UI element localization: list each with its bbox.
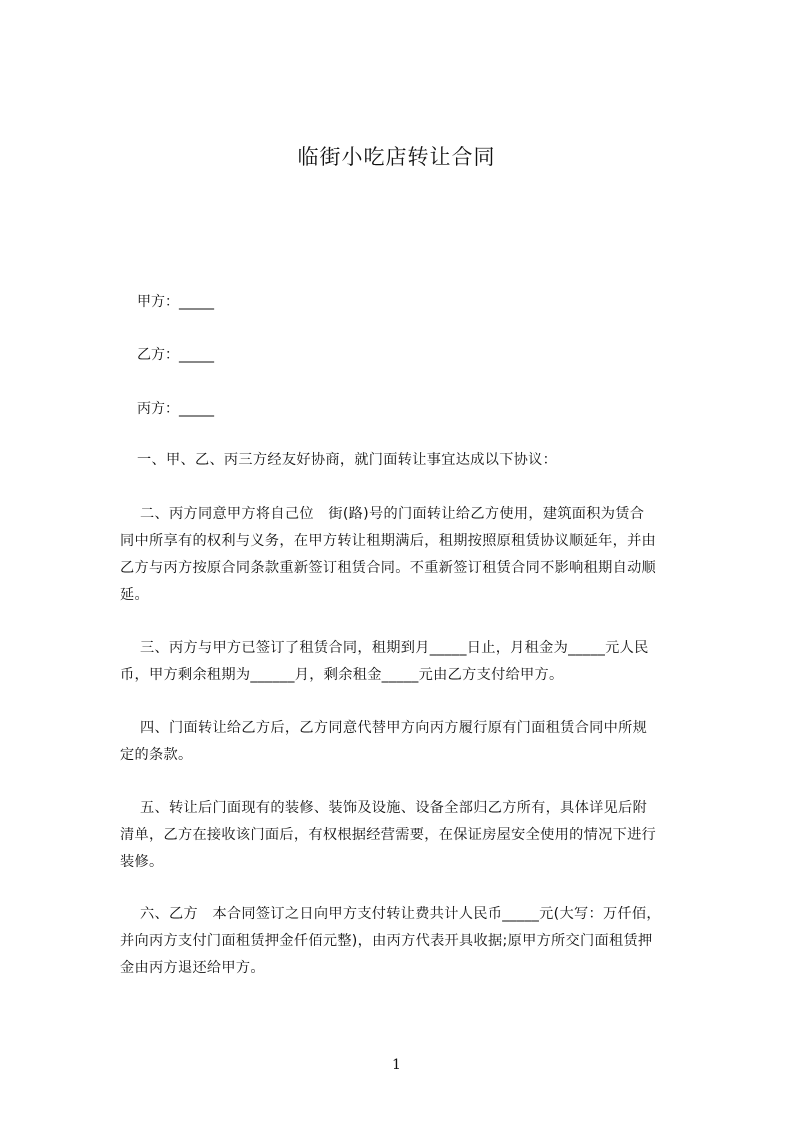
clause-5-line-3: 装修。 [120, 854, 164, 870]
clause-5-line-1: 五、转让后门面现有的装修、装饰及设施、设备全部归乙方所有，具体详见后附 [140, 800, 648, 816]
clause-1-line-1: 一、甲、乙、丙三方经友好协商，就门面转让事宜达成以下协议： [137, 452, 558, 468]
clause-4 [120, 715, 703, 769]
party-a-line: 甲方：_____ [137, 294, 214, 310]
clause-5 [120, 795, 703, 876]
clause-1 [137, 447, 720, 474]
clause-6-line-1: 六、乙方 本合同签订之日向甲方支付转让费共计人民币_____元(大写：万仟佰， [140, 906, 661, 922]
clause-2 [120, 501, 703, 609]
clause-4-line-1: 四、门面转让给乙方后，乙方同意代替甲方向丙方履行原有门面租赁合同中所规 [140, 720, 648, 736]
clause-2-line-2: 同中所享有的权利与义务，在甲方转让租期满后，租期按照原租赁协议顺延年，并由 [120, 533, 657, 549]
clause-3-line-1: 三、丙方与甲方已签订了租赁合同，租期到月_____日止，月租金为_____元人民 [140, 640, 649, 656]
clause-6 [120, 901, 703, 982]
clause-2-line-4: 延。 [120, 587, 149, 603]
party-c-line: 丙方：_____ [137, 401, 214, 417]
clause-2-line-1: 二、丙方同意甲方将自己位 街(路)号的门面转让给乙方使用，建筑面积为赁合 [140, 506, 645, 522]
document-title: 临街小吃店转让合同 [297, 145, 496, 169]
clause-3-line-2: 币，甲方剩余租期为______月，剩余租金_____元由乙方支付给甲方。 [120, 667, 564, 683]
clause-6-line-2: 并向丙方支付门面租赁押金仟佰元整)，由丙方代表开具收据;原甲方所交门面租赁押 [120, 933, 653, 949]
clause-3 [120, 635, 703, 689]
clause-4-line-2: 定的条款。 [120, 747, 193, 763]
clause-2-line-3: 乙方与丙方按原合同条款重新签订租赁合同。不重新签订租赁合同不影响租期自动顺 [120, 560, 657, 576]
party-b-line: 乙方：_____ [137, 347, 214, 363]
clause-5-line-2: 清单，乙方在接收该门面后，有权根据经营需要，在保证房屋安全使用的情况下进行 [120, 827, 657, 843]
page-number: 1 [392, 1057, 401, 1073]
clause-6-line-3: 金由丙方退还给甲方。 [120, 960, 265, 976]
